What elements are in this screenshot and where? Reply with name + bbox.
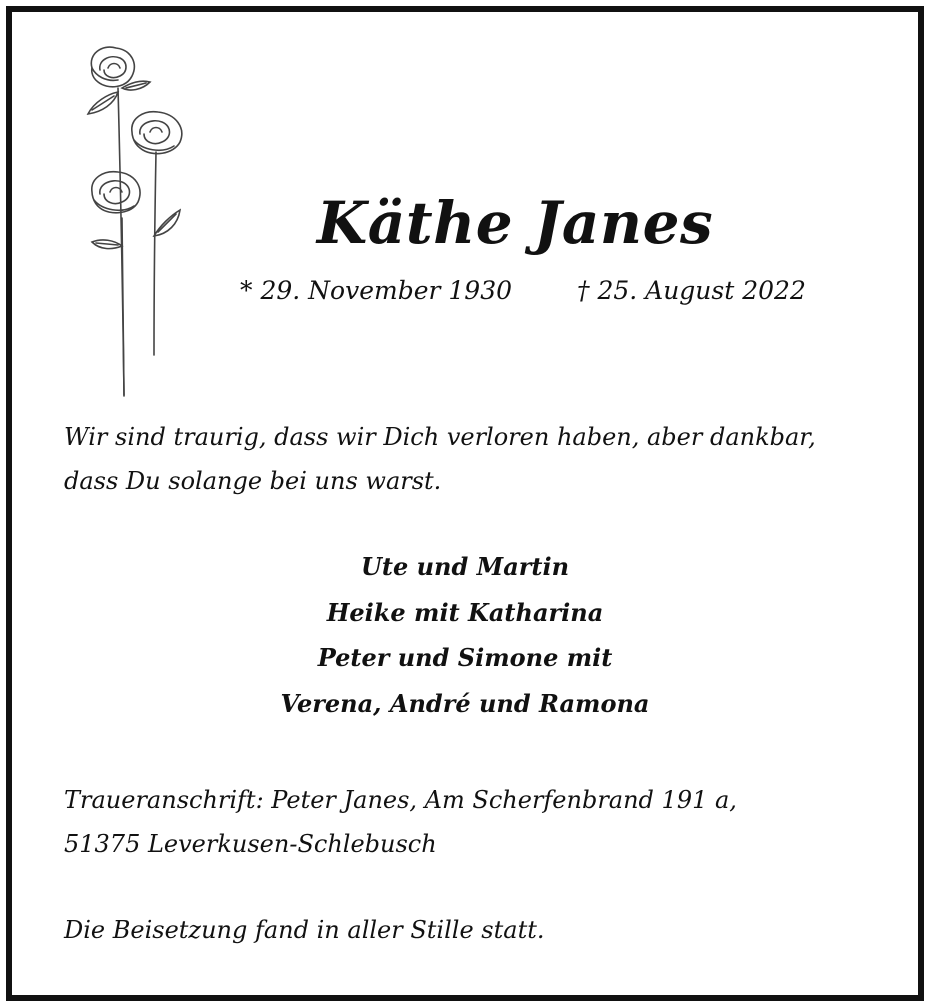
mourner-line: Verena, André und Ramona xyxy=(280,688,650,718)
deceased-name: Käthe Janes xyxy=(316,189,714,257)
quote-paragraph xyxy=(64,415,816,503)
mourning-address xyxy=(64,778,737,866)
quote-line: Wir sind traurig, dass wir Dich verloren haben, aber dankbar, xyxy=(64,423,816,451)
death-date: † 25. August 2022 xyxy=(577,276,806,305)
birth-date: * 29. November 1930 xyxy=(240,276,513,305)
address-line: Traueranschrift: Peter Janes, Am Scherfenbrand 191 a, xyxy=(64,786,737,814)
quote-line: dass Du solange bei uns warst. xyxy=(64,467,442,495)
funeral-note: Die Beisetzung fand in aller Stille statt. xyxy=(64,916,545,944)
mourner-line: Peter und Simone mit xyxy=(317,643,613,672)
mourner-line: Heike mit Katharina xyxy=(326,597,604,627)
roses-illustration-icon xyxy=(78,40,198,400)
mourners-list xyxy=(165,544,765,726)
address-line: 51375 Leverkusen-Schlebusch xyxy=(64,830,437,858)
mourner-line: Ute und Martin xyxy=(360,552,570,581)
